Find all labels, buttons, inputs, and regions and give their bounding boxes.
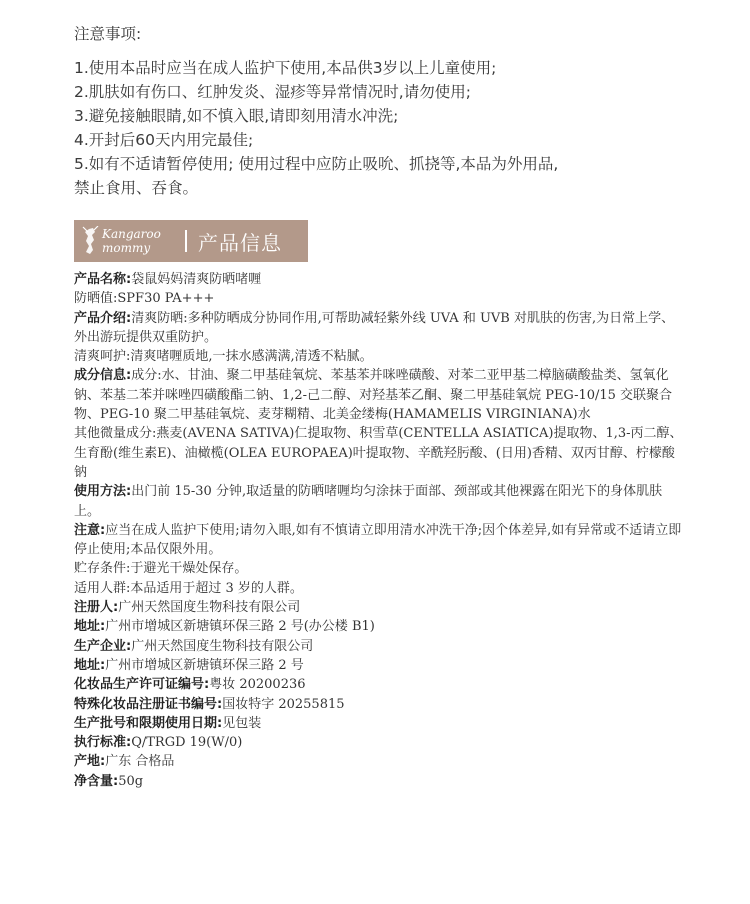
product-info-banner bbox=[74, 220, 308, 262]
info-row bbox=[74, 598, 686, 617]
info-value: 广州天然国度生物科技有限公司 bbox=[131, 638, 314, 654]
info-row bbox=[74, 347, 686, 366]
info-row bbox=[74, 289, 686, 308]
info-value: SPF30 PA+++ bbox=[117, 291, 215, 307]
product-info-list bbox=[74, 270, 686, 791]
info-row bbox=[74, 270, 686, 289]
info-label: 执行标准: bbox=[74, 735, 132, 751]
info-label: 使用方法: bbox=[74, 484, 132, 500]
info-value: 50g bbox=[118, 773, 144, 789]
info-row bbox=[74, 521, 686, 560]
precaution-item: 禁止食用、吞食。 bbox=[74, 179, 199, 197]
info-value: 广州天然国度生物科技有限公司 bbox=[118, 600, 301, 616]
precaution-item: 1.使用本品时应当在成人监护下使用,本品供3岁以上儿童使用; bbox=[74, 59, 497, 77]
info-value: 其他微量成分:燕麦(AVENA SATIVA)仁提取物、积雪草(CENTELLA ASIATICA)提取物、1,3-丙二醇、生育酚(维生素E)、油橄榄(OLEA EUROPAEA)叶提取物、辛酰羟肟酸、(日用)香精、双丙甘醇、柠檬酸钠 bbox=[74, 426, 683, 480]
info-value: 清爽啫喱质地,一抹水感满满,清透不粘腻。 bbox=[130, 349, 373, 365]
info-label: 地址: bbox=[74, 657, 106, 673]
precaution-item: 5.如有不适请暂停使用; 使用过程中应防止吸吮、抓挠等,本品为外用品, bbox=[74, 155, 559, 173]
brand-name-line1: Kangaroo bbox=[102, 227, 161, 241]
info-row bbox=[74, 675, 686, 694]
info-value: Q/TRGD 19(W/0) bbox=[131, 735, 243, 751]
info-label: 产地: bbox=[74, 754, 106, 770]
info-label: 注册人: bbox=[74, 600, 119, 616]
info-row bbox=[74, 309, 686, 348]
info-label: 贮存条件: bbox=[74, 561, 131, 577]
info-row bbox=[74, 733, 686, 752]
info-row bbox=[74, 559, 686, 578]
info-row bbox=[74, 714, 686, 733]
info-label: 生产批号和限期使用日期: bbox=[74, 715, 223, 731]
info-label: 生产企业: bbox=[74, 638, 132, 654]
info-value: 国妆特字 20255815 bbox=[222, 696, 345, 712]
info-value: 本品适用于超过 3 岁的人群。 bbox=[130, 580, 303, 596]
precaution-item: 3.避免接触眼睛,如不慎入眼,请即刻用清水冲洗; bbox=[74, 107, 399, 125]
info-label: 防晒值: bbox=[74, 291, 118, 307]
info-label: 适用人群: bbox=[74, 580, 131, 596]
info-label: 地址: bbox=[74, 619, 106, 635]
info-value: 出门前 15-30 分钟,取适量的防晒啫喱均匀涂抹于面部、颈部或其他裸露在阳光下的身体肌肤上。 bbox=[74, 484, 663, 519]
info-value: 广州市增城区新塘镇环保三路 2 号 bbox=[105, 657, 304, 673]
precaution-item: 2.肌肤如有伤口、红肿发炎、湿疹等异常情况时,请勿使用; bbox=[74, 83, 471, 101]
info-row bbox=[74, 482, 686, 521]
info-row bbox=[74, 366, 686, 424]
info-row bbox=[74, 424, 686, 482]
info-row bbox=[74, 695, 686, 714]
info-value: 见包装 bbox=[222, 715, 262, 731]
kangaroo-icon bbox=[80, 226, 102, 256]
info-row bbox=[74, 772, 686, 791]
precautions-title: 注意事项: bbox=[74, 25, 142, 43]
info-row bbox=[74, 579, 686, 598]
info-row bbox=[74, 752, 686, 771]
info-value: 粤妆 20200236 bbox=[209, 677, 306, 693]
info-label: 特殊化妆品注册证书编号: bbox=[74, 696, 223, 712]
info-value: 清爽防晒:多种防晒成分协同作用,可帮助减轻紫外线 UVA 和 UVB 对肌肤的伤害,为日常上学、外出游玩提供双重防护。 bbox=[74, 310, 675, 345]
info-value: 成分:水、甘油、聚二甲基硅氧烷、苯基苯并咪唑磺酸、对苯二亚甲基二樟脑磺酸盐类、氢氧化钠、苯基二苯并咪唑四磺酸酯二钠、1,2-己二醇、对羟基苯乙酮、聚二甲基硅氧烷 PEG-10/15 交联聚合物、PEG-10 聚二甲基硅氧烷、麦芽糊精、北美金缕梅(HAMAMELIS VIRGINIANA)水 bbox=[74, 368, 673, 423]
info-label: 成分信息: bbox=[74, 368, 132, 384]
info-value: 袋鼠妈妈清爽防晒啫喱 bbox=[131, 272, 262, 287]
info-label: 净含量: bbox=[74, 773, 119, 789]
banner-title: 产品信息 bbox=[198, 231, 282, 255]
info-value: 广东 合格品 bbox=[105, 754, 175, 770]
info-value: 应当在成人监护下使用;请勿入眼,如有不慎请立即用清水冲洗干净;因个体差异,如有异常或不适请立即停止使用;本品仅限外用。 bbox=[74, 522, 682, 558]
info-row bbox=[74, 637, 686, 656]
precautions-section bbox=[74, 22, 714, 200]
info-value: 于避光干燥处保存。 bbox=[130, 561, 248, 577]
precaution-item: 4.开封后60天内用完最佳; bbox=[74, 131, 254, 149]
info-label: 产品名称: bbox=[74, 272, 132, 287]
brand-name-line2: mommy bbox=[102, 241, 151, 255]
info-value: 广州市增城区新塘镇环保三路 2 号(办公楼 B1) bbox=[105, 619, 375, 635]
info-label: 清爽呵护: bbox=[74, 349, 131, 365]
info-label: 产品介绍: bbox=[74, 310, 132, 326]
info-row bbox=[74, 617, 686, 636]
info-label: 化妆品生产许可证编号: bbox=[74, 677, 210, 693]
banner-divider bbox=[185, 230, 187, 252]
info-label: 注意: bbox=[74, 522, 106, 538]
brand-logo bbox=[80, 224, 170, 258]
info-row bbox=[74, 656, 686, 675]
